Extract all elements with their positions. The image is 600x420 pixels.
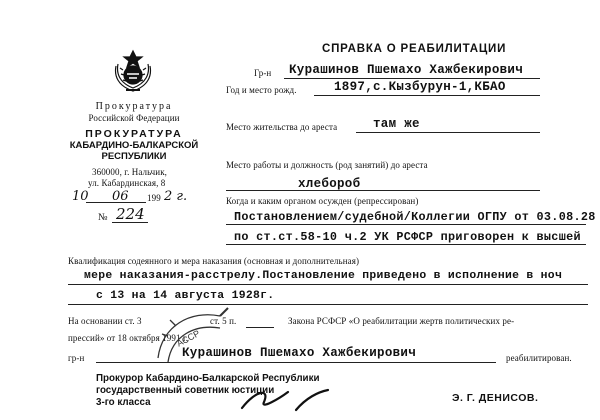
number-label: № xyxy=(98,212,108,223)
republic-line-1: КАБАРДИНО-БАЛКАРСКОЙ xyxy=(69,140,199,151)
org-line-1: Прокуратура xyxy=(95,101,173,112)
republic-line-2: РЕСПУБЛИКИ xyxy=(101,151,167,162)
date-day: 10 xyxy=(72,189,89,204)
citizen-label: Гр-н xyxy=(254,68,272,78)
residence-label: Место жительства до ареста xyxy=(226,122,338,132)
rehab-citizen-label: гр-н xyxy=(68,353,85,363)
residence-value: там же xyxy=(373,117,420,131)
certificate-title: СПРАВКА О РЕАБИЛИТАЦИИ xyxy=(322,43,507,55)
address-line-1: 360000, г. Нальчик, xyxy=(92,167,168,177)
convicted-line-2: по ст.ст.58-10 ч.2 УК РСФСР приговорен к высшей xyxy=(234,230,581,244)
basis-line-1-part-1: На основании ст. 3 xyxy=(68,316,142,326)
basis-line-1-part-3: Закона РСФСР «О реабилитации жертв политических ре- xyxy=(288,316,515,326)
citizen-value: Курашинов Пшемахо Хажбекирович xyxy=(289,63,524,77)
date-month: 06 xyxy=(112,189,129,204)
rehab-citizen-value: Курашинов Пшемахо Хажбекирович xyxy=(182,346,417,360)
basis-line-2: прессий» от 18 октября 1991 г. xyxy=(68,333,189,343)
qualification-label: Квалификация содеянного и мера наказания (основная и дополнительная) xyxy=(68,256,360,266)
coat-of-arms-emblem xyxy=(108,48,158,94)
date-year-suffix: 2 г. xyxy=(164,189,188,204)
handwritten-signature xyxy=(236,380,346,416)
stamp-text: АССР xyxy=(174,328,202,349)
signer-name: Э. Г. ДЕНИСОВ. xyxy=(452,392,539,404)
rehab-status: реабилитирован. xyxy=(506,353,572,363)
qualification-line-1: мере наказания-расстрелу.Постановление приведено в исполнение в ноч xyxy=(84,270,563,282)
date-year-prefix: 199 xyxy=(147,193,161,203)
signer-title-line-2: государственный советник юстиции xyxy=(96,385,275,396)
round-stamp xyxy=(150,300,240,370)
work-value: хлебороб xyxy=(298,177,361,191)
address-line-2: ул. Кабардинская, 8 xyxy=(88,178,166,188)
birth-value: 1897,с.Кызбурун-1,КБАО xyxy=(334,80,506,94)
prosecutor-title: ПРОКУРАТУРА xyxy=(85,128,183,140)
number-value: 224 xyxy=(116,205,145,223)
convicted-label: Когда и каким органом осужден (репрессирован) xyxy=(226,196,419,206)
work-label: Место работы и должность (род занятий) до ареста xyxy=(226,160,428,170)
basis-line-1-part-2: ст. 5 п. xyxy=(210,316,237,326)
birth-label: Год и место рожд. xyxy=(226,85,297,95)
signer-title-line-1: Прокурор Кабардино-Балкарской Республики xyxy=(96,373,320,384)
convicted-line-1: Постановлением/судебной/Коллегии ОГПУ от 03.08.28 xyxy=(234,210,596,224)
qualification-line-2: с 13 на 14 августа 1928г. xyxy=(96,290,275,302)
signer-title-line-3: 3-го класса xyxy=(96,397,151,408)
org-line-2: Российской Федерации xyxy=(88,113,180,123)
